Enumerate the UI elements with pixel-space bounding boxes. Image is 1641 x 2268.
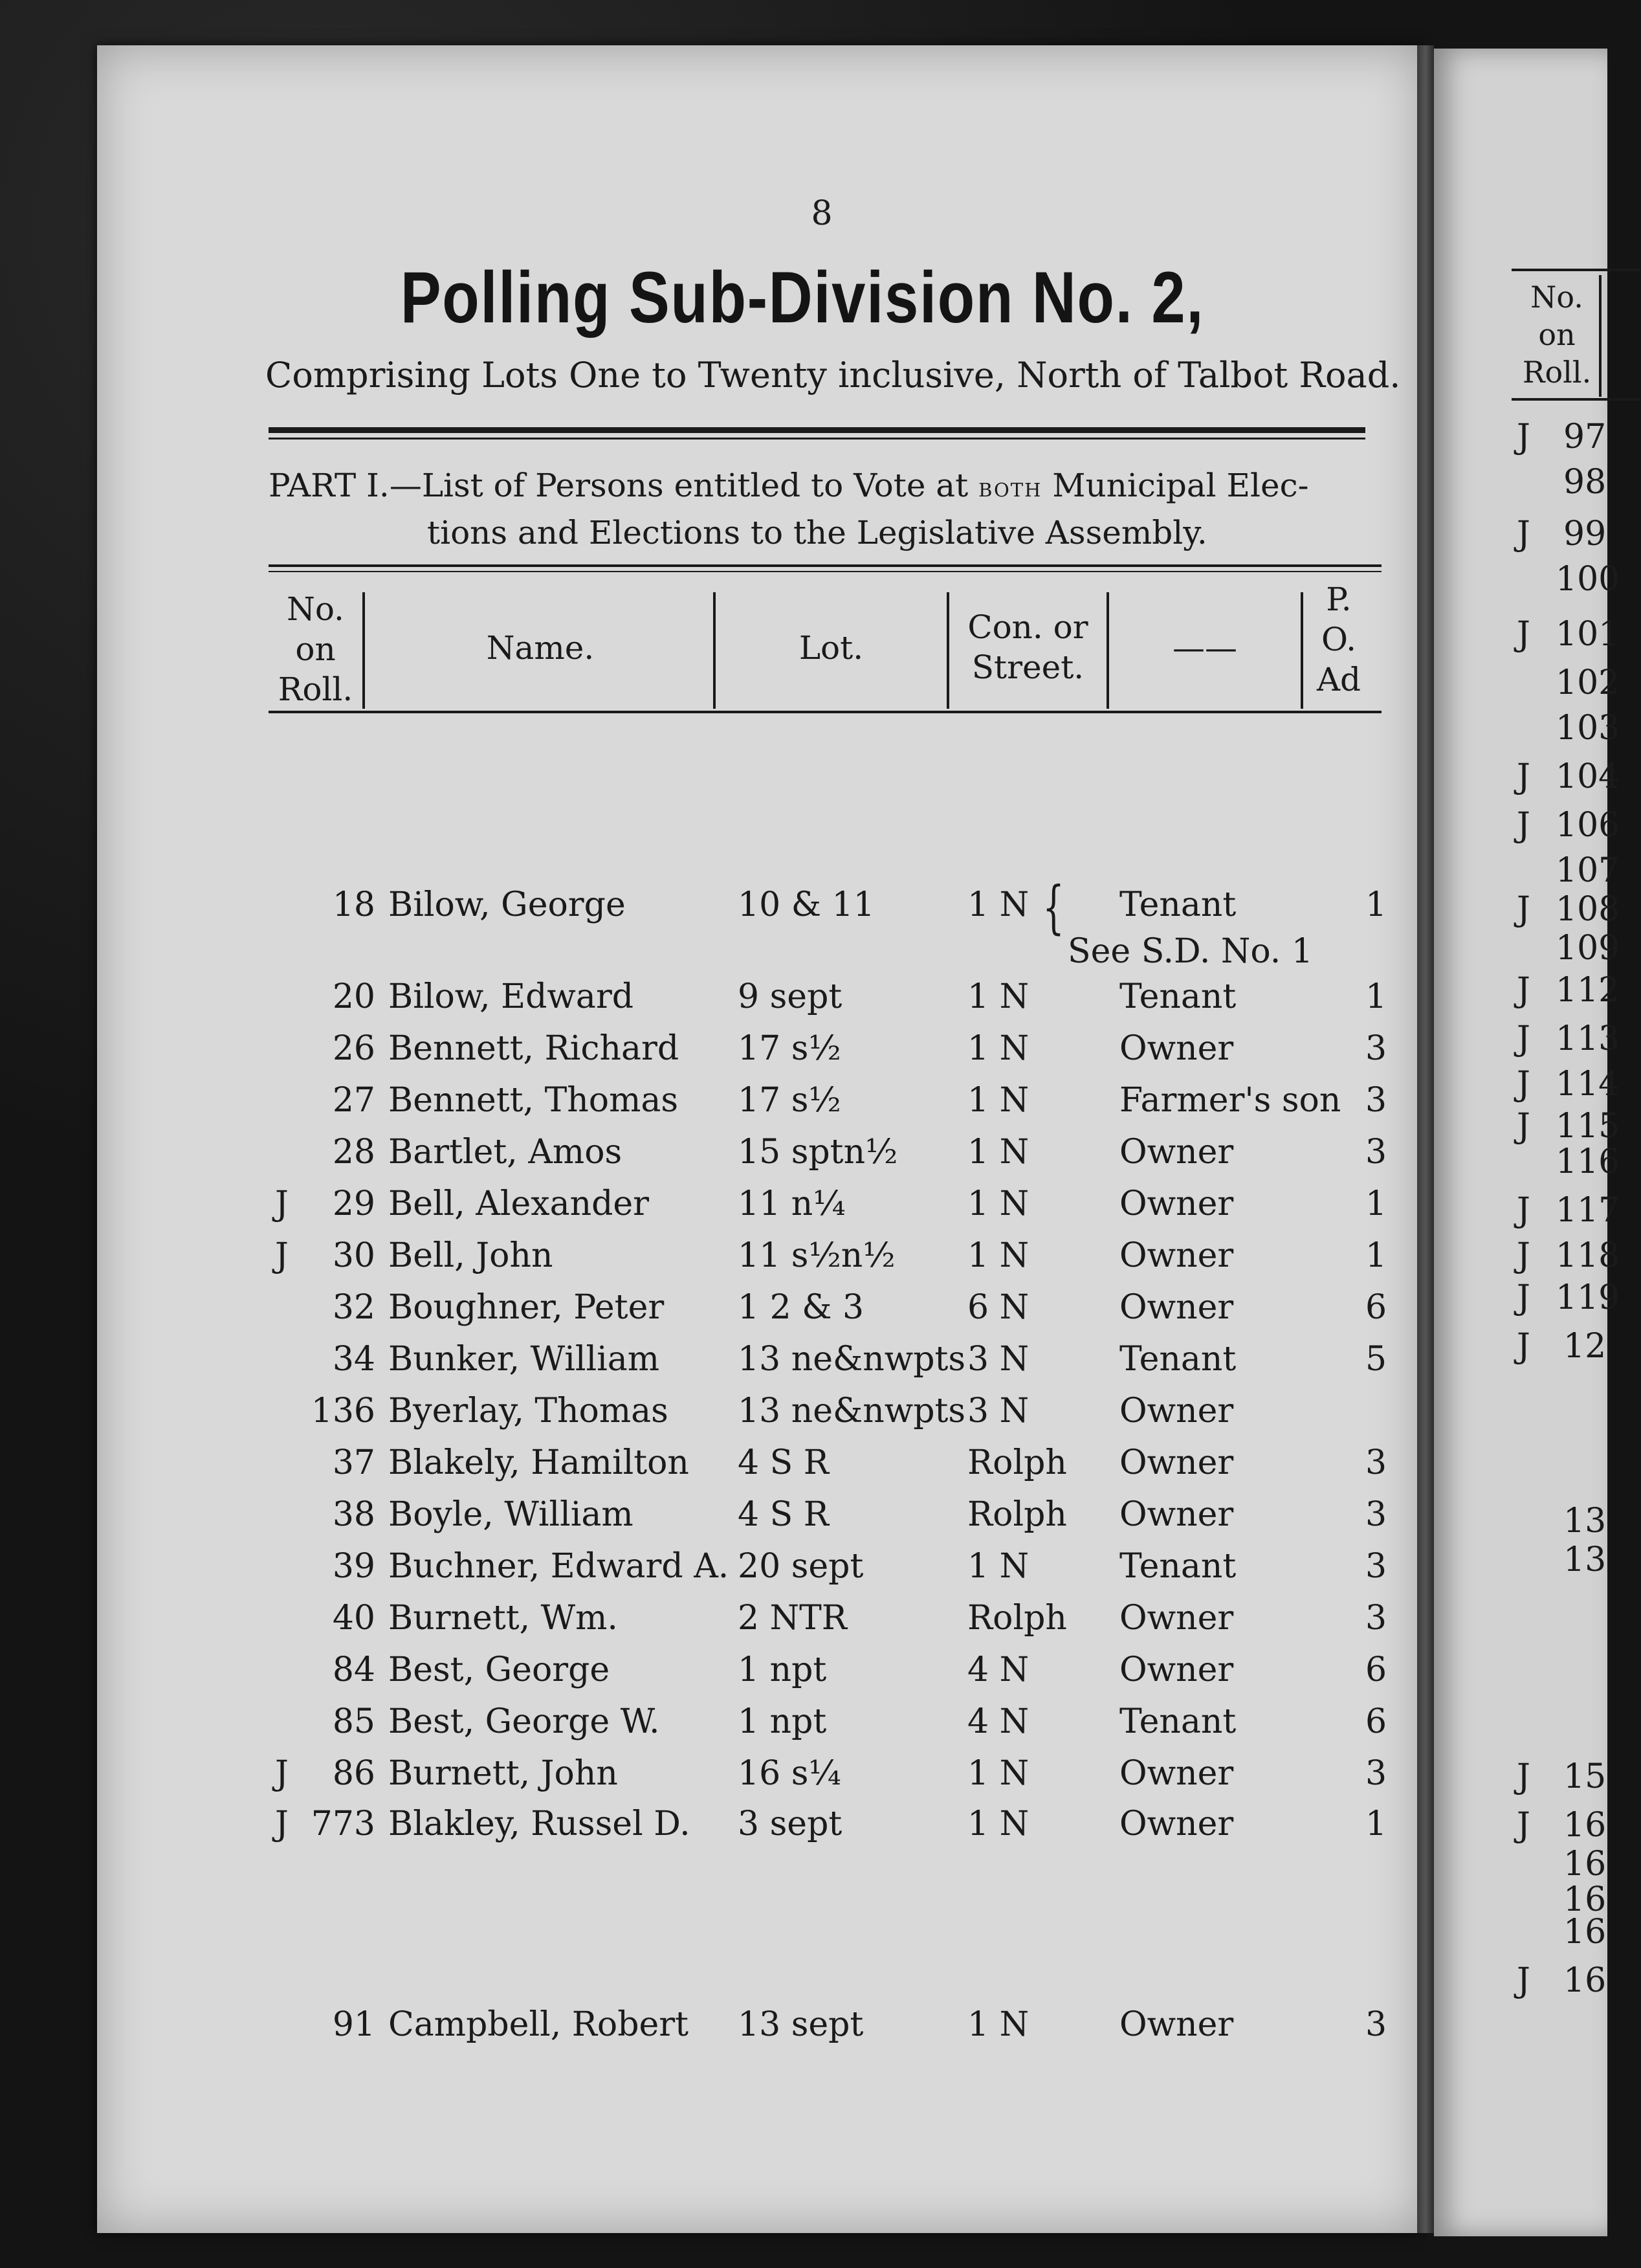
voter-name: Best, George W.: [388, 1702, 660, 1741]
right-roll-number: 106: [1556, 806, 1620, 845]
voter-name: Blakely, Hamilton: [388, 1443, 689, 1482]
table-row: [0, 874, 1424, 971]
roll-number: 85: [332, 1702, 375, 1741]
right-roll-number: 115: [1556, 1107, 1620, 1146]
lot: 20 sept: [738, 1547, 864, 1586]
voter-name: Burnett, John: [388, 1754, 618, 1793]
concession: 1 N: [967, 1184, 1030, 1223]
concession: 1 N: [967, 977, 1030, 1016]
roll-number: 84: [332, 1651, 375, 1689]
right-juror-mark: J: [1517, 1327, 1530, 1366]
concession: 1 N: [967, 1236, 1030, 1275]
table-row: [0, 1288, 1424, 1339]
lot: 9 sept: [738, 977, 843, 1016]
concession: 3 N: [967, 1340, 1030, 1379]
lot: 16 s¼: [738, 1754, 841, 1793]
title-rule-thick: [269, 427, 1365, 433]
voter-status: Owner: [1119, 1443, 1234, 1482]
header-po-line3: Ad: [1316, 661, 1361, 698]
right-header-line3: Roll.: [1522, 355, 1592, 390]
right-header-divider: [1599, 275, 1602, 397]
concession: 3 N: [967, 1392, 1030, 1430]
lot: 17 s½: [738, 1081, 841, 1120]
right-header-line2: on: [1538, 317, 1576, 352]
right-roll-number: 99: [1563, 515, 1607, 553]
juror-mark: J: [275, 1805, 289, 1843]
concession: Rolph: [967, 1495, 1067, 1534]
right-juror-mark: J: [1517, 1961, 1530, 2000]
table-row: [0, 1029, 1424, 1080]
po-address: 6: [1365, 1288, 1387, 1327]
table-row: [0, 1754, 1424, 1805]
table-row: [0, 977, 1424, 1028]
part-heading-both: both: [978, 471, 1042, 503]
lot: 1 2 & 3: [738, 1288, 865, 1327]
right-roll-number: 114: [1556, 1065, 1620, 1104]
voter-status: Owner: [1119, 1029, 1234, 1068]
right-roll-number: 16: [1563, 1845, 1607, 1884]
right-juror-mark: J: [1517, 806, 1530, 845]
table-header-top-rule-thin: [269, 571, 1382, 572]
voter-name: Bilow, Edward: [388, 977, 634, 1016]
concession: 1 N: [967, 1754, 1030, 1793]
concession: 1 N: [967, 1029, 1030, 1068]
concession: 4 N: [967, 1702, 1030, 1741]
po-address: 3: [1365, 1443, 1387, 1482]
right-juror-mark: J: [1517, 1191, 1530, 1230]
right-roll-number: 100: [1556, 560, 1620, 599]
concession: Rolph: [967, 1599, 1067, 1638]
voter-status: Owner: [1119, 1599, 1234, 1638]
voter-status: Owner: [1119, 1754, 1234, 1793]
right-roll-number: 13: [1563, 1540, 1607, 1579]
header-divider: [362, 592, 365, 709]
right-roll-number: 102: [1556, 663, 1620, 702]
roll-number: 32: [332, 1288, 375, 1327]
po-address: 3: [1365, 1547, 1387, 1586]
right-juror-mark: J: [1517, 1757, 1530, 1796]
table-row: [0, 1702, 1424, 1753]
voter-status: Tenant: [1119, 1547, 1237, 1586]
right-roll-number: 119: [1556, 1278, 1620, 1317]
po-address: 1: [1365, 1184, 1387, 1223]
po-address: 3: [1365, 1754, 1387, 1793]
concession: 4 N: [967, 1651, 1030, 1689]
table-row: [0, 1392, 1424, 1442]
right-roll-number: 16: [1563, 1913, 1607, 1951]
roll-number: 27: [332, 1081, 375, 1120]
lot: 4 S R: [738, 1495, 829, 1534]
voter-name: Burnett, Wm.: [388, 1599, 618, 1638]
voter-status: Owner: [1119, 1288, 1234, 1327]
po-address: 3: [1365, 1133, 1387, 1172]
right-roll-number: 118: [1556, 1236, 1620, 1275]
table-row: [0, 1495, 1424, 1546]
lot: 1 npt: [738, 1651, 827, 1689]
voter-status: Tenant: [1119, 1340, 1237, 1379]
right-header-bottom-rule: [1512, 398, 1641, 401]
right-roll-number: 97: [1563, 417, 1607, 456]
voter-status: Owner: [1119, 1133, 1234, 1172]
header-po-address: [1303, 579, 1374, 700]
right-roll-number: 98: [1563, 463, 1607, 502]
concession: 1 N: [967, 1133, 1030, 1172]
roll-number: 91: [332, 2005, 375, 2044]
right-juror-mark: J: [1517, 757, 1530, 796]
po-address: 3: [1365, 1495, 1387, 1534]
concession: 1 N: [967, 885, 1030, 924]
brace-glyph: {: [1042, 874, 1064, 940]
right-roll-number: 12: [1563, 1327, 1607, 1366]
header-con-line1: Con. or: [967, 608, 1088, 646]
concession: 6 N: [967, 1288, 1030, 1327]
po-address: 6: [1365, 1702, 1387, 1741]
po-address: 5: [1365, 1340, 1387, 1379]
concession: 1 N: [967, 2005, 1030, 2044]
row-note: See S.D. No. 1: [1068, 932, 1313, 971]
voter-status: Owner: [1119, 1651, 1234, 1689]
roll-number: 39: [332, 1547, 375, 1586]
lot: 11 s½n½: [738, 1236, 896, 1275]
right-page-content: [1434, 49, 1620, 2236]
voter-status: Owner: [1119, 1495, 1234, 1534]
juror-mark: J: [275, 1184, 289, 1223]
header-name: Name.: [486, 629, 595, 667]
right-juror-mark: J: [1517, 1107, 1530, 1146]
lot: 13 ne&nwpts: [738, 1340, 966, 1379]
roll-number: 37: [332, 1443, 375, 1482]
roll-number: 773: [311, 1805, 375, 1843]
page-number: 8: [811, 194, 833, 233]
voter-status: Owner: [1119, 1392, 1234, 1430]
right-roll-number: 101: [1556, 615, 1620, 654]
right-header-line1: No.: [1530, 280, 1583, 315]
voter-name: Campbell, Robert: [388, 2005, 689, 2044]
right-roll-number: 117: [1556, 1191, 1620, 1230]
lot: 13 sept: [738, 2005, 864, 2044]
voter-name: Bell, John: [388, 1236, 553, 1275]
right-roll-number: 104: [1556, 757, 1620, 796]
right-roll-number: 103: [1556, 709, 1620, 748]
page-subtitle: Comprising Lots One to Twenty inclusive, North of Talbot Road.: [265, 355, 1401, 395]
roll-number: 40: [332, 1599, 375, 1638]
lot: 11 n¼: [738, 1184, 846, 1223]
right-roll-number: 16: [1563, 1961, 1607, 2000]
voter-name: Bell, Alexander: [388, 1184, 649, 1223]
right-juror-mark: J: [1517, 615, 1530, 654]
right-roll-number: 113: [1556, 1019, 1620, 1058]
voter-name: Boughner, Peter: [388, 1288, 665, 1327]
header-status: ——: [1173, 629, 1237, 667]
right-roll-number: 107: [1556, 851, 1620, 890]
header-no-line1: No.: [287, 590, 344, 628]
right-header-top-rule: [1512, 269, 1641, 271]
right-roll-number: 16: [1563, 1806, 1607, 1845]
title-rule-thin: [269, 438, 1365, 439]
header-con-line2: Street.: [971, 649, 1085, 686]
right-juror-mark: J: [1517, 1806, 1530, 1845]
table-row: [0, 1805, 1424, 1855]
voter-name: Bartlet, Amos: [388, 1133, 622, 1172]
table-row: [0, 1340, 1424, 1390]
roll-number: 34: [332, 1340, 375, 1379]
right-juror-mark: J: [1517, 971, 1530, 1010]
right-juror-mark: J: [1517, 515, 1530, 553]
page-title: Polling Sub-Division No. 2,: [400, 257, 1205, 338]
table-row: [0, 2005, 1424, 2056]
table-header-bottom-rule: [269, 711, 1382, 713]
lot: 2 NTR: [738, 1599, 847, 1638]
po-address: 1: [1365, 1805, 1387, 1843]
table-row: [0, 1547, 1424, 1597]
voter-status: Owner: [1119, 2005, 1234, 2044]
part-heading-line2: tions and Elections to the Legislative Assembly.: [427, 514, 1207, 551]
juror-mark: J: [275, 1236, 289, 1275]
voter-status: Tenant: [1119, 885, 1237, 924]
right-juror-mark: J: [1517, 890, 1530, 929]
part-heading-text-a: PART I.—List of Persons entitled to Vote at: [269, 467, 979, 504]
part-heading: [269, 463, 1382, 555]
po-address: 1: [1365, 1236, 1387, 1275]
table-row: [0, 1651, 1424, 1701]
voter-name: Buchner, Edward A.: [388, 1547, 729, 1586]
lot: 1 npt: [738, 1702, 827, 1741]
lot: 10 & 11: [738, 885, 875, 924]
voter-name: Byerlay, Thomas: [388, 1392, 668, 1430]
right-roll-number: 112: [1556, 971, 1620, 1010]
lot: 15 sptn½: [738, 1133, 898, 1172]
voter-status: Owner: [1119, 1236, 1234, 1275]
lot: 4 S R: [738, 1443, 829, 1482]
right-roll-number: 109: [1556, 929, 1620, 968]
right-roll-number: 15: [1563, 1757, 1607, 1796]
po-address: 3: [1365, 2005, 1387, 2044]
voter-status: Tenant: [1119, 1702, 1237, 1741]
po-address: 1: [1365, 977, 1387, 1016]
right-juror-mark: J: [1517, 417, 1530, 456]
voter-status: Farmer's son: [1119, 1081, 1341, 1120]
header-no-line3: Roll.: [278, 671, 353, 708]
table-row: [0, 1443, 1424, 1494]
header-con-street: [949, 607, 1107, 687]
concession: 1 N: [967, 1805, 1030, 1843]
right-juror-mark: J: [1517, 1236, 1530, 1275]
header-po-line1: P.: [1326, 581, 1352, 618]
po-address: 3: [1365, 1081, 1387, 1120]
roll-number: 86: [332, 1754, 375, 1793]
lot: 13 ne&nwpts: [738, 1392, 966, 1430]
lot: 3 sept: [738, 1805, 843, 1843]
right-roll-number: 116: [1556, 1142, 1620, 1181]
right-juror-mark: J: [1517, 1019, 1530, 1058]
right-roll-number: 13: [1563, 1502, 1607, 1540]
right-juror-mark: J: [1517, 1065, 1530, 1104]
header-no-on-roll: [269, 589, 362, 709]
roll-number: 30: [332, 1236, 375, 1275]
voter-status: Owner: [1119, 1805, 1234, 1843]
voter-name: Bennett, Richard: [388, 1029, 679, 1068]
roll-number: 136: [311, 1392, 375, 1430]
voter-name: Best, George: [388, 1651, 610, 1689]
table-row: [0, 1236, 1424, 1287]
roll-number: 38: [332, 1495, 375, 1534]
lot: 17 s½: [738, 1029, 841, 1068]
table-row: [0, 1184, 1424, 1235]
right-roll-number: 108: [1556, 890, 1620, 929]
voter-status: Owner: [1119, 1184, 1234, 1223]
concession: 1 N: [967, 1547, 1030, 1586]
po-address: 6: [1365, 1651, 1387, 1689]
voter-name: Bunker, William: [388, 1340, 660, 1379]
roll-number: 18: [332, 885, 375, 924]
roll-number: 26: [332, 1029, 375, 1068]
header-lot: Lot.: [798, 629, 864, 667]
po-address: 3: [1365, 1029, 1387, 1068]
right-header-no-on-roll: [1515, 278, 1599, 391]
voter-name: Boyle, William: [388, 1495, 633, 1534]
voter-name: Bennett, Thomas: [388, 1081, 679, 1120]
roll-number: 20: [332, 977, 375, 1016]
part-heading-text-c: Municipal Elec-: [1042, 467, 1309, 504]
roll-number: 29: [332, 1184, 375, 1223]
table-row: [0, 1599, 1424, 1649]
juror-mark: J: [275, 1754, 289, 1793]
header-no-line2: on: [295, 630, 336, 668]
voter-name: Bilow, George: [388, 885, 626, 924]
table-header-top-rule: [269, 564, 1382, 567]
right-roll-number: 16: [1563, 1880, 1607, 1919]
header-po-line2: O.: [1321, 621, 1356, 658]
voter-name: Blakley, Russel D.: [388, 1805, 690, 1843]
voter-status: Tenant: [1119, 977, 1237, 1016]
roll-number: 28: [332, 1133, 375, 1172]
concession: 1 N: [967, 1081, 1030, 1120]
po-address: 3: [1365, 1599, 1387, 1638]
po-address: 1: [1365, 885, 1387, 924]
table-row: [0, 1081, 1424, 1131]
right-juror-mark: J: [1517, 1278, 1530, 1317]
table-row: [0, 1133, 1424, 1183]
concession: Rolph: [967, 1443, 1067, 1482]
